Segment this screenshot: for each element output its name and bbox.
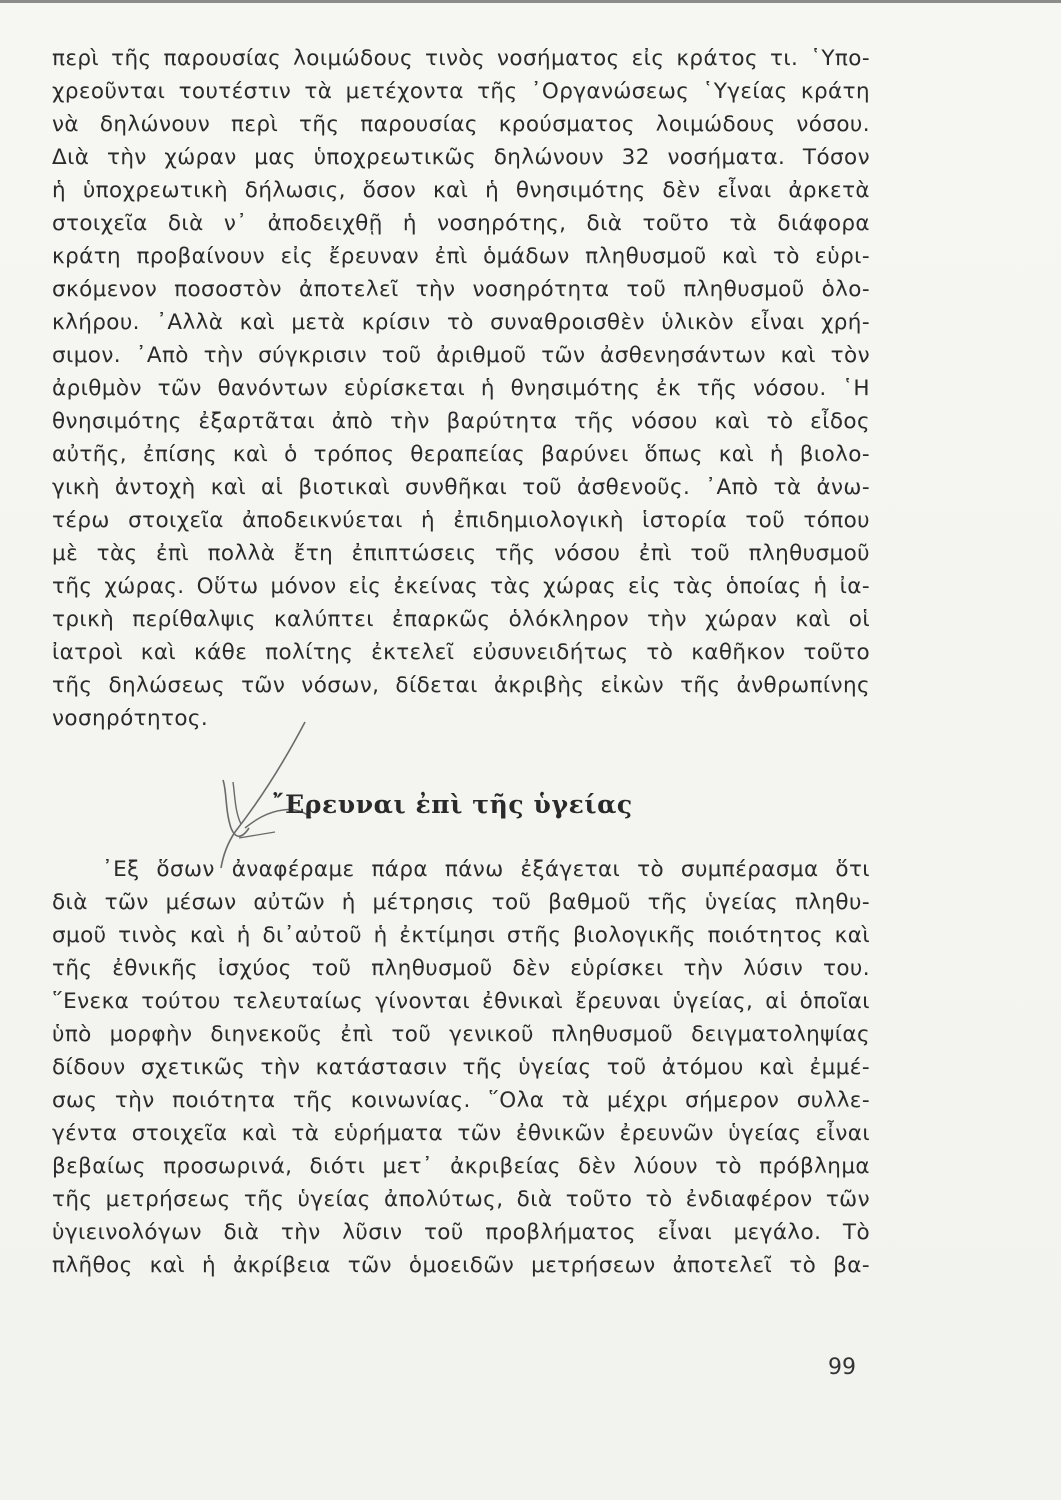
text-line: διὰ τῶν μέσων αὐτῶν ἡ μέτρησις τοῦ βαθμοῦ τῆς ὑγείας πληθυ-	[52, 890, 870, 915]
text-line: τέρω στοιχεῖα ἀποδεικνύεται ἡ ἐπιδημιολογικὴ ἱστορία τοῦ τόπου	[52, 508, 870, 533]
text-line: ὑγιεινολόγων διὰ τὴν λῦσιν τοῦ προβλήματος εἶναι μεγάλο. Τὸ	[52, 1220, 870, 1245]
text-line: ἀριθμὸν τῶν θανόντων εὑρίσκεται ἡ θνησιμότης ἐκ τῆς νόσου. ῾Η	[52, 376, 870, 401]
text-line: ἰατροὶ καὶ κάθε πολίτης ἐκτελεῖ εὐσυνειδήτως τὸ καθῆκον τοῦτο	[52, 640, 870, 665]
section-heading: ῎Ερευναι ἐπὶ τῆς ὑγείας	[272, 790, 633, 819]
text-line: νοσηρότητος.	[52, 706, 209, 731]
text-line: στοιχεῖα διὰ ν᾿ ἀποδειχθῇ ἡ νοσηρότης, διὰ τοῦτο τὰ διάφορα	[52, 211, 870, 236]
page-top-border	[0, 0, 1061, 3]
text-line: χρεοῦνται τουτέστιν τὰ μετέχοντα τῆς ᾿Οργανώσεως ῾Υγείας κράτη	[52, 79, 870, 104]
text-line: πλῆθος καὶ ἡ ἀκρίβεια τῶν ὁμοειδῶν μετρήσεων ἀποτελεῖ τὸ βα-	[52, 1253, 870, 1278]
page-number: 99	[828, 1355, 856, 1380]
text-line: αὐτῆς, ἐπίσης καὶ ὁ τρόπος θεραπείας βαρύνει ὅπως καὶ ἡ βιολο-	[52, 442, 870, 467]
text-line: κράτη προβαίνουν εἰς ἔρευναν ἐπὶ ὁμάδων πληθυσμοῦ καὶ τὸ εὑρι-	[52, 244, 870, 269]
text-line: ῞Ενεκα τούτου τελευταίως γίνονται ἐθνικαὶ ἔρευναι ὑγείας, αἱ ὁποῖαι	[52, 989, 870, 1014]
text-line: Διὰ τὴν χώραν μας ὑποχρεωτικῶς δηλώνουν 32 νοσήματα. Τόσον	[52, 145, 870, 170]
text-line: κλήρου. ᾿Αλλὰ καὶ μετὰ κρίσιν τὸ συναθροισθὲν ὑλικὸν εἶναι χρή-	[52, 310, 870, 335]
text-line: ᾿Εξ ὅσων ἀναφέραμε πάρα πάνω ἐξάγεται τὸ συμπέρασμα ὅτι	[102, 857, 870, 882]
text-line: τῆς μετρήσεως τῆς ὑγείας ἀπολύτως, διὰ τοῦτο τὸ ἐνδιαφέρον τῶν	[52, 1187, 870, 1212]
text-line: μὲ τὰς ἐπὶ πολλὰ ἔτη ἐπιπτώσεις τῆς νόσου ἐπὶ τοῦ πληθυσμοῦ	[52, 541, 870, 566]
text-line: δίδουν σχετικῶς τὴν κατάστασιν τῆς ὑγείας τοῦ ἀτόμου καὶ ἐμμέ-	[52, 1055, 870, 1080]
text-line: σμοῦ τινὸς καὶ ἡ δι᾿αὐτοῦ ἡ ἐκτίμησι στῆς βιολογικῆς ποιότητος καὶ	[52, 923, 870, 948]
paragraph-2	[52, 853, 870, 1282]
text-line: σιμον. ᾿Απὸ τὴν σύγκρισιν τοῦ ἀριθμοῦ τῶν ἀσθενησάντων καὶ τὸν	[52, 343, 870, 368]
text-line: περὶ τῆς παρουσίας λοιμώδους τινὸς νοσήματος εἰς κράτος τι. ῾Υπο-	[52, 46, 870, 71]
text-line: τῆς ἐθνικῆς ἰσχύος τοῦ πληθυσμοῦ δὲν εὑρίσκει τὴν λύσιν του.	[52, 956, 870, 981]
text-line: βεβαίως προσωρινά, διότι μετ᾿ ἀκριβείας δὲν λύουν τὸ πρόβλημα	[52, 1154, 870, 1179]
text-line: γικὴ ἀντοχὴ καὶ αἱ βιοτικαὶ συνθῆκαι τοῦ ἀσθενοῦς. ᾿Απὸ τὰ ἀνω-	[52, 475, 870, 500]
paragraph-1	[52, 42, 870, 735]
text-line: σκόμενον ποσοστὸν ἀποτελεῖ τὴν νοσηρότητα τοῦ πληθυσμοῦ ὁλο-	[52, 277, 870, 302]
text-line: θνησιμότης ἐξαρτᾶται ἀπὸ τὴν βαρύτητα τῆς νόσου καὶ τὸ εἶδος	[52, 409, 870, 434]
text-line: γέντα στοιχεῖα καὶ τὰ εὑρήματα τῶν ἐθνικῶν ἐρευνῶν ὑγείας εἶναι	[52, 1121, 870, 1146]
text-line: τρικὴ περίθαλψις καλύπτει ἐπαρκῶς ὁλόκληρον τὴν χώραν καὶ οἱ	[52, 607, 870, 632]
text-line: νὰ δηλώνουν περὶ τῆς παρουσίας κρούσματος λοιμώδους νόσου.	[52, 112, 870, 137]
text-line: τῆς χώρας. Οὕτω μόνον εἰς ἐκείνας τὰς χώρας εἰς τὰς ὁποίας ἡ ἰα-	[52, 574, 870, 599]
text-line: σως τὴν ποιότητα τῆς κοινωνίας. ῞Ολα τὰ μέχρι σήμερον συλλε-	[52, 1088, 870, 1113]
text-line: ὑπὸ μορφὴν διηνεκοῦς ἐπὶ τοῦ γενικοῦ πληθυσμοῦ δειγματοληψίας	[52, 1022, 870, 1047]
text-line: ἡ ὑποχρεωτικὴ δήλωσις, ὅσον καὶ ἡ θνησιμότης δὲν εἶναι ἀρκετὰ	[52, 178, 870, 203]
text-line: τῆς δηλώσεως τῶν νόσων, δίδεται ἀκριβὴς εἰκὼν τῆς ἀνθρωπίνης	[52, 673, 870, 698]
